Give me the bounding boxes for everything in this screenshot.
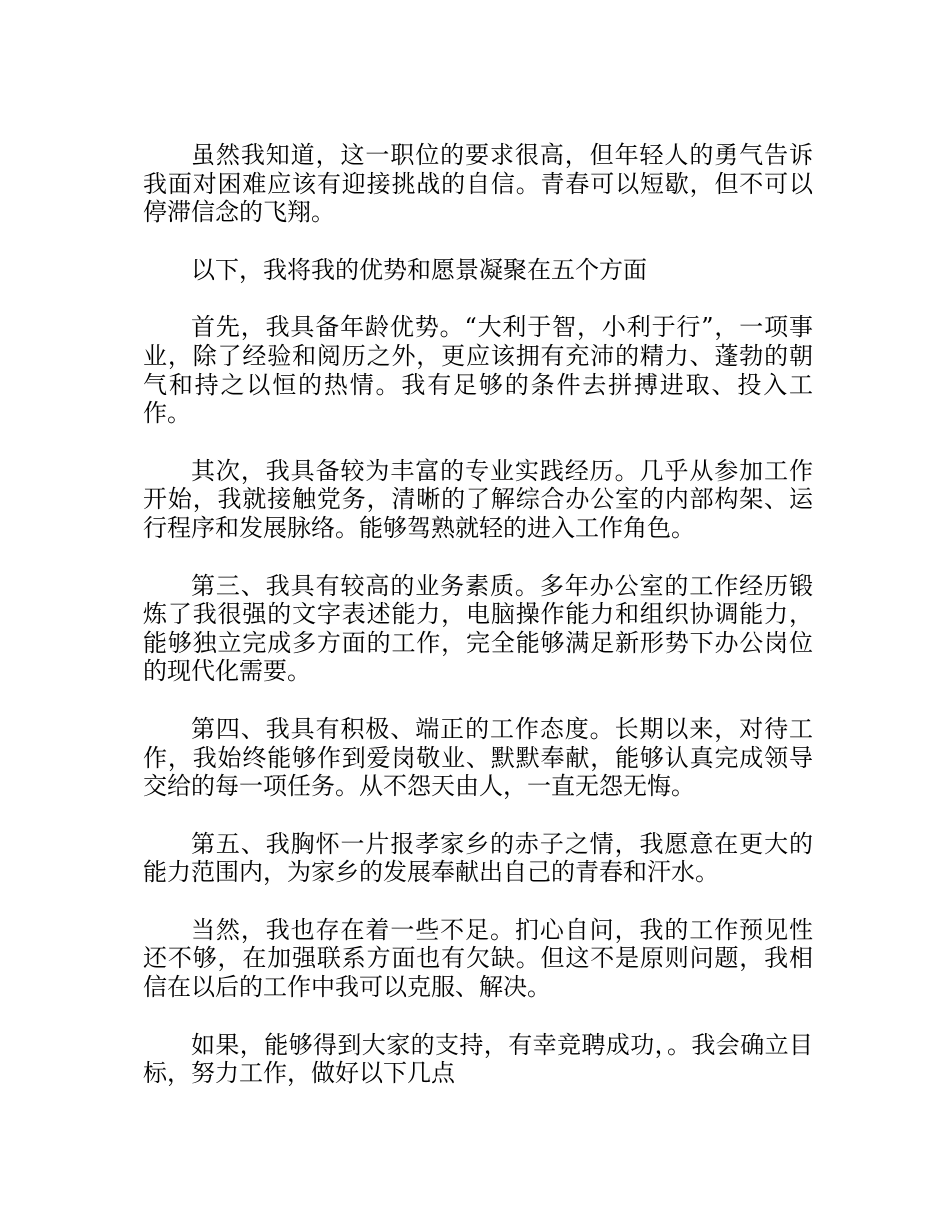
paragraph-8: 当然，我也存在着一些不足。扪心自问，我的工作预见性还不够，在加强联系方面也有欠缺。但这不是原则问题，我相信在以后的工作中我可以克服、解决。 <box>143 915 813 1002</box>
paragraph-4: 其次，我具备较为丰富的专业实践经历。几乎从参加工作开始，我就接触党务，清晰的了解综合办公室的内部构架、运行程序和发展脉络。能够驾熟就轻的进入工作角色。 <box>143 456 813 542</box>
paragraph-6: 第四、我具有积极、端正的工作态度。长期以来，对待工作，我始终能够作到爱岗敬业、默默奉献，能够认真完成领导交给的每一项任务。从不怨天由人，一直无怨无悔。 <box>143 714 813 801</box>
paragraph-9: 如果，能够得到大家的支持，有幸竞聘成功，。我会确立目标，努力工作，做好以下几点 <box>143 1030 813 1088</box>
document-body <box>143 141 813 1117</box>
paragraph-3: 首先，我具备年龄优势。“大利于智，小利于行”，一项事业，除了经验和阅历之外，更应该拥有充沛的精力、蓬勃的朝气和持之以恒的热情。我有足够的条件去拼搏进取、投入工作。 <box>143 313 813 428</box>
paragraph-7: 第五、我胸怀一片报孝家乡的赤子之情，我愿意在更大的能力范围内，为家乡的发展奉献出自己的青春和汗水。 <box>143 829 813 887</box>
paragraph-5: 第三、我具有较高的业务素质。多年办公室的工作经历锻炼了我很强的文字表述能力，电脑操作能力和组织协调能力，能够独立完成多方面的工作，完全能够满足新形势下办公岗位的现代化需要。 <box>143 571 813 686</box>
paragraph-1: 虽然我知道，这一职位的要求很高，但年轻人的勇气告诉我面对困难应该有迎接挑战的自信。青春可以短歇，但不可以停滞信念的飞翔。 <box>143 141 813 227</box>
paragraph-2: 以下，我将我的优势和愿景凝聚在五个方面 <box>191 255 647 284</box>
